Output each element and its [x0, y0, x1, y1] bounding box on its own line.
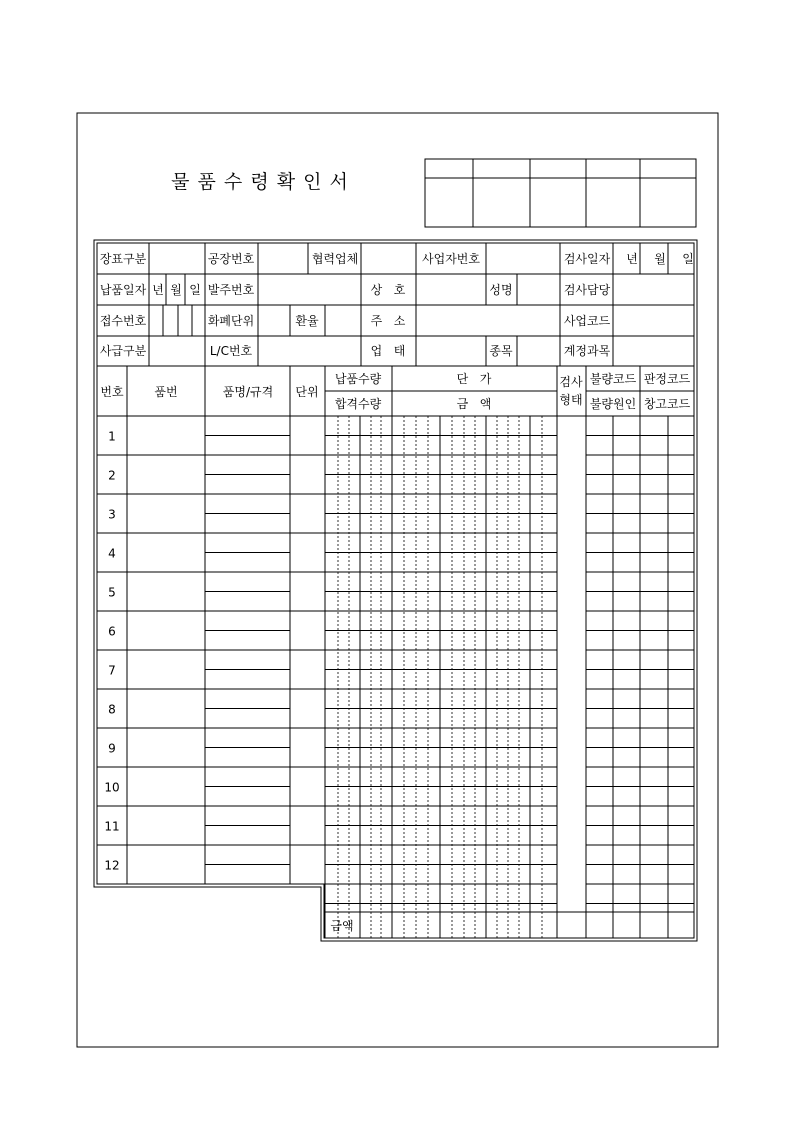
col-defect-cause: 불량원인	[589, 397, 637, 411]
approval-box	[425, 159, 696, 227]
body-grid	[97, 416, 694, 938]
row-number: 12	[104, 858, 120, 873]
row-number: 6	[108, 624, 116, 639]
label-exchange: 환율	[295, 314, 319, 328]
label-order-no: 발주번호	[207, 283, 255, 297]
row-number: 1	[108, 429, 116, 444]
label-inspect-date: 검사일자	[563, 252, 611, 266]
label-address: 주 소	[370, 314, 406, 328]
col-passed-qty: 합격수량	[334, 397, 382, 411]
row-number: 10	[104, 780, 120, 795]
label-year: 년	[626, 252, 638, 266]
label-company: 상 호	[370, 283, 406, 297]
label-lc-no: L/C번호	[209, 344, 253, 358]
label-partner: 협력업체	[311, 252, 359, 266]
label-currency: 화폐단위	[207, 314, 255, 328]
col-no: 번호	[100, 385, 124, 399]
label-slip-type: 장표구분	[99, 252, 147, 266]
label-day: 일	[682, 252, 694, 266]
label-biz-code: 사업코드	[563, 314, 611, 328]
label-inspector: 검사담당	[563, 283, 611, 297]
col-inspect-type-1: 검사	[559, 375, 583, 389]
col-name-spec: 품명/규격	[222, 385, 274, 399]
page-border	[77, 113, 718, 1047]
label-delivery-month: 월	[170, 283, 182, 297]
form-title: 물 품 수 령 확 인 서	[171, 171, 349, 193]
row-number: 8	[108, 702, 116, 717]
col-unit: 단위	[295, 385, 319, 399]
row-number: 5	[108, 585, 116, 600]
col-amount: 금 액	[456, 397, 492, 411]
label-item-type: 종목	[489, 344, 513, 358]
col-defect-code: 불량코드	[589, 372, 637, 386]
col-inspect-type-2: 형태	[559, 393, 583, 407]
label-account: 계정과목	[563, 344, 611, 358]
label-delivery-date: 납품일자	[99, 283, 147, 297]
column-header-grid	[97, 366, 694, 938]
col-decision-code: 판정코드	[643, 372, 691, 386]
row-number: 4	[108, 546, 116, 561]
label-delivery-day: 일	[189, 283, 201, 297]
col-delivered-qty: 납품수량	[334, 372, 382, 386]
label-factory-no: 공장번호	[207, 252, 255, 266]
col-part-no: 품번	[154, 385, 178, 399]
total-label: 금액	[330, 919, 354, 933]
col-ref-code: 창고코드	[643, 397, 691, 411]
col-unit-price: 단 가	[456, 372, 492, 386]
label-delivery-year: 년	[152, 283, 164, 297]
row-number: 9	[108, 741, 116, 756]
row-number: 3	[108, 507, 116, 522]
row-number: 2	[108, 468, 116, 483]
row-number: 7	[108, 663, 116, 678]
label-business: 업 태	[370, 344, 406, 358]
label-month: 월	[654, 252, 666, 266]
label-receipt-no: 접수번호	[99, 314, 147, 328]
row-number: 11	[104, 819, 120, 834]
label-supply-type: 사급구분	[99, 344, 147, 358]
label-name: 성명	[489, 283, 513, 297]
label-biz-no: 사업자번호	[422, 252, 480, 266]
